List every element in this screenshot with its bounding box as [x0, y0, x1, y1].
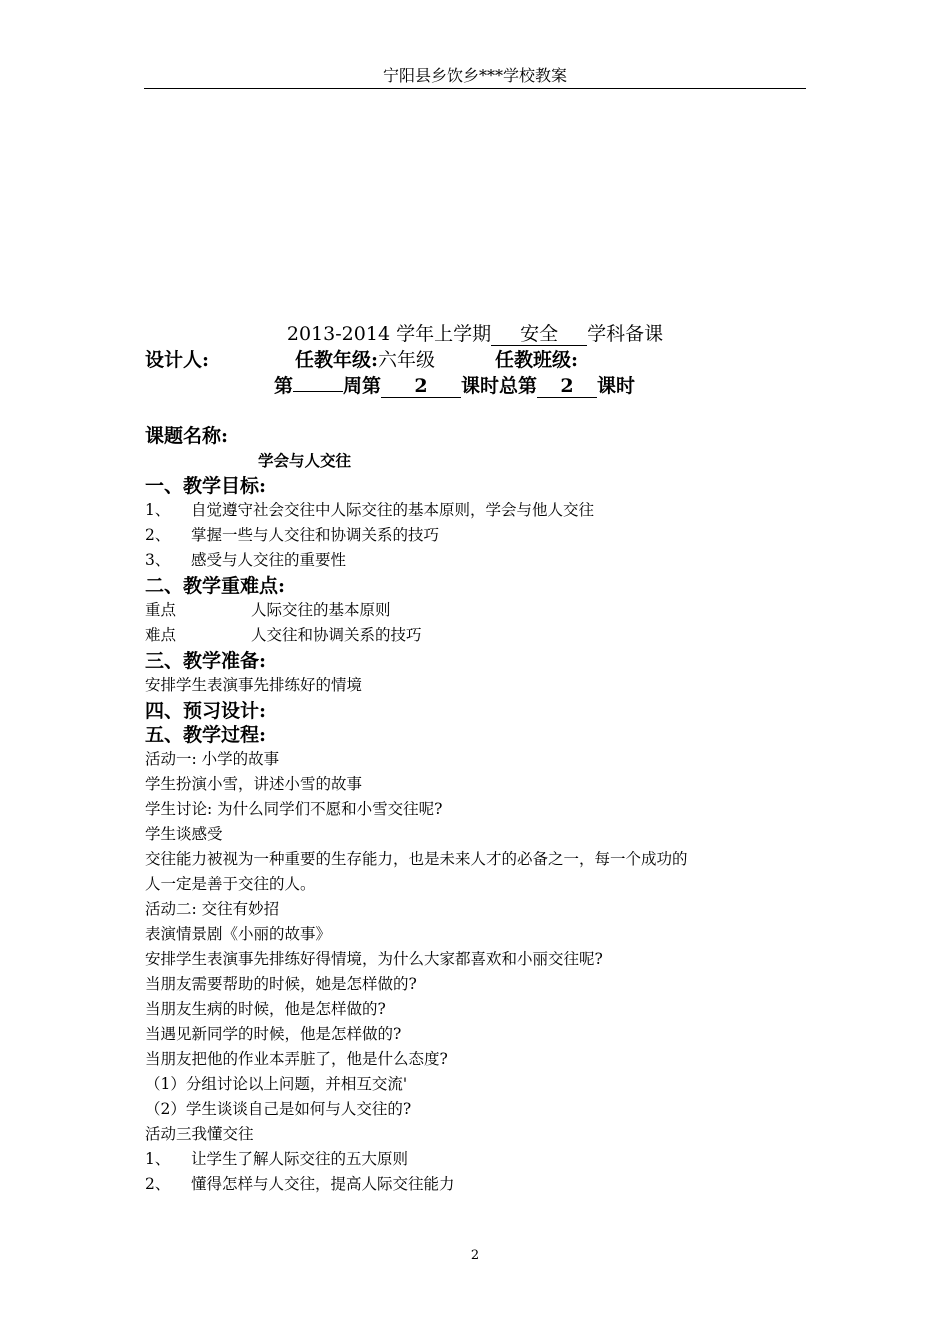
process-line: （1）分组讨论以上问题，并相互交流': [145, 1075, 408, 1093]
goal-item-1: [145, 499, 594, 521]
goal-item-2: [145, 524, 439, 546]
lesson-suffix: 课时总第: [461, 375, 538, 397]
final-num: 2、: [145, 1175, 171, 1193]
process-line: 活动一: 小学的故事: [145, 750, 280, 768]
goal-text: 自觉遵守社会交往中人际交往的基本原则，学会与他人交往: [191, 501, 595, 519]
process-line: 当朋友把他的作业本弄脏了，他是什么态度?: [145, 1050, 448, 1068]
goal-text: 掌握一些与人交往和协调关系的技巧: [191, 526, 440, 544]
process-line: 安排学生表演事先排练好得情境，为什么大家都喜欢和小丽交往呢?: [145, 950, 603, 968]
goal-num: 2、: [145, 526, 171, 544]
preview-title: 四、预习设计:: [145, 700, 267, 722]
hard-text: 人交往和协调关系的技巧: [251, 626, 422, 644]
header-rule: [144, 88, 806, 89]
key-point-line: [145, 599, 391, 621]
process-line: 人一定是善于交往的人。: [145, 875, 316, 893]
process-line: 学生讨论: 为什么同学们不愿和小雪交往呢?: [145, 800, 443, 818]
process-line: 活动二: 交往有妙招: [145, 900, 280, 918]
topic-name: 学会与人交往: [258, 451, 352, 470]
final-item-1: [145, 1148, 408, 1170]
grade-value: 六年级: [378, 349, 436, 371]
prep-text: 安排学生表演事先排练好的情境: [145, 676, 363, 694]
subject-suffix: 学科备课: [587, 323, 664, 345]
term-text: 2013-2014 学年上学期: [286, 323, 492, 345]
page-number: 2: [470, 1248, 480, 1263]
goal-num: 1、: [145, 501, 171, 519]
subject-value: 安全: [491, 323, 587, 346]
goal-item-3: [145, 549, 346, 571]
goals-title: 一、教学目标:: [145, 475, 267, 497]
course-term-line: [0, 322, 950, 346]
process-title: 五、教学过程:: [145, 724, 267, 746]
goal-text: 感受与人交往的重要性: [191, 551, 347, 569]
process-line: 当朋友生病的时候，他是怎样做的?: [145, 1000, 386, 1018]
hard-point-line: [145, 624, 422, 646]
final-num: 1、: [145, 1150, 171, 1168]
difficulty-title: 二、教学重难点:: [145, 575, 286, 597]
hard-label: 难点: [145, 626, 177, 644]
grade-label: 任教年级:: [295, 349, 379, 371]
key-text: 人际交往的基本原则: [251, 601, 391, 619]
lesson-value: 2: [381, 375, 461, 398]
key-label: 重点: [145, 601, 177, 619]
designer-label: 设计人:: [145, 349, 210, 371]
final-item-2: [145, 1173, 455, 1195]
process-line: 学生谈感受: [145, 825, 223, 843]
course-designer-line: [145, 348, 578, 372]
page-header: 宁阳县乡饮乡***学校教案: [382, 66, 567, 85]
process-line: 当朋友需要帮助的时候，她是怎样做的?: [145, 975, 417, 993]
topic-label: 课题名称:: [145, 425, 229, 447]
final-text: 懂得怎样与人交往，提高人际交往能力: [191, 1175, 455, 1193]
process-line: 学生扮演小雪，讲述小雪的故事: [145, 775, 363, 793]
process-line: 表演情景剧《小丽的故事》: [145, 925, 332, 943]
prep-title: 三、教学准备:: [145, 650, 267, 672]
total-suffix: 课时: [597, 375, 636, 397]
final-text: 让学生了解人际交往的五大原则: [191, 1150, 409, 1168]
week-value: [293, 391, 343, 392]
week-suffix: 周第: [343, 375, 382, 397]
course-lesson-line: [274, 374, 635, 398]
process-line: 活动三我懂交往: [145, 1125, 254, 1143]
class-label: 任教班级:: [495, 349, 579, 371]
goal-num: 3、: [145, 551, 171, 569]
week-prefix: 第: [274, 375, 294, 397]
total-value: 2: [537, 375, 597, 398]
process-line: （2）学生谈谈自己是如何与人交往的?: [145, 1100, 412, 1118]
process-line: 交往能力被视为一种重要的生存能力，也是未来人才的必备之一，每一个成功的: [145, 850, 688, 868]
process-line: 当遇见新同学的时候，他是怎样做的?: [145, 1025, 402, 1043]
